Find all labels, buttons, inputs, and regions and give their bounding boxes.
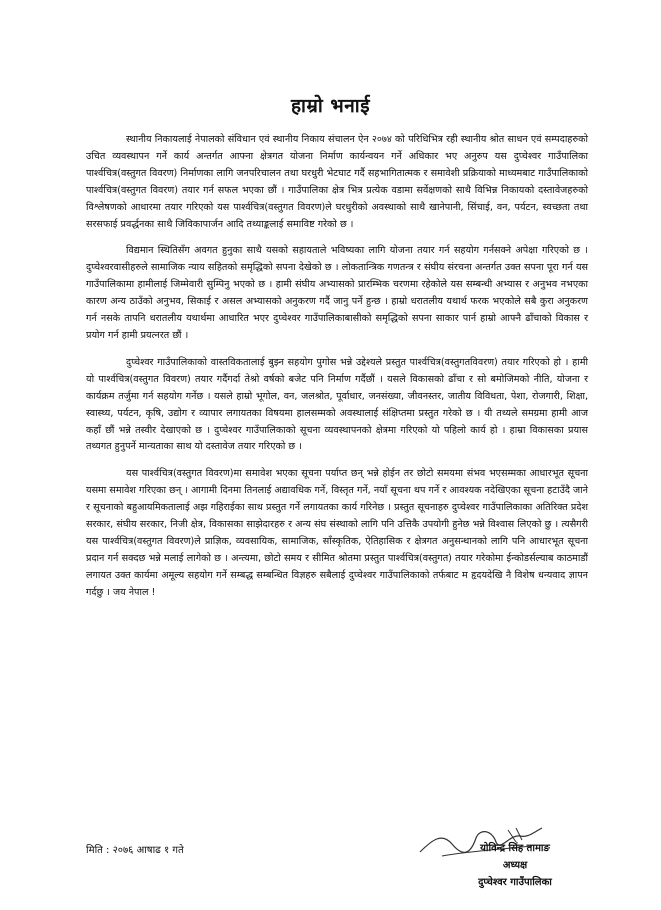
document-body [86,132,588,612]
document-date: मिति : २०७६ आषाढ १ गते [86,845,184,856]
paragraph-3: दुप्चेश्वर गाउँपालिकाको वास्तविकतालाई बुझ्न सहयोग पुगोस भन्ने उद्देश्यले प्रस्तुत पार्श्वचित्र(वस्तुगतविवरण) तयार गरिएको हो । हामी यो पार्श्वचित्र(वस्तुगत विवरण) तयार गर्दैगर्दा तेश्रो वर्षको बजेट पनि निर्माण गर्दैछौं । यसले विकासको ढाँचा र सो बमोजिमको नीति, योजना र कार्यक्रम तर्जुमा गर्न सहयोग गर्नेछ । यसले हाम्रो भूगोल, वन, जलश्रोत, पूर्वाधार, जनसंख्या, जीवनस्तर, जातीय विविधता, पेशा, रोजगारी, शिक्षा, स्वास्थ्य, पर्यटन, कृषि, उद्योग र व्यापार लगायतका विषयमा हालसम्मको अवस्थालाई संक्षिप्तमा प्रस्तुत गरेको छ । यी तथ्यले समग्रमा हामी आज कहाँ छौं भन्ने तस्वीर देखाएको छ । दुप्चेश्वर गाउँपालिकाको सूचना व्यवस्थापनको क्षेत्रमा गरिएको यो पहिलो कार्य हो । हाम्रा विकासका प्रयास तथ्यगत हुनुपर्ने मान्यताका साथ यो दस्तावेज तयार गरिएको छ । [86,356,588,453]
signer-office: दुप्चेश्वर गाउँपालिका [478,877,552,888]
paragraph-4: यस पार्श्वचित्र(वस्तुगत विवरण)मा समावेश भएका सूचना पर्याप्त छन् भन्ने होईन तर छोटो समयमा संभव भएसम्मका आधारभूत सूचना यसमा समावेश गरिएका छन् । आगामी दिनमा तिनलाई अद्यावधिक गर्ने, विस्तृत गर्ने, नयाँ सूचना थप गर्ने र आवश्यक नदेखिएका सूचना हटाउँदै जाने र सूचनाको बहुआयमिकतालाई अझ गहिराईका साथ प्रस्तुत गर्ने लगायतका कार्य गरिनेछ । प्रस्तुत सूचनाहरु दुप्चेश्वर गाउँपालिकाका अतिरिक्त प्रदेश सरकार, संघीय सरकार, निजी क्षेत्र, विकासका साझेदारहरु र अन्य संघ संस्थाको लागि पनि उत्तिकै उपयोगी हुनेछ भन्ने विश्वास लिएको छु । त्यसैगरी यस पार्श्वचित्र(वस्तुगत विवरण)ले प्राज्ञिक, व्यवसायिक, सामाजिक, साँस्कृतिक, ऐतिहासिक र क्षेत्रगत अनुसन्धानको लागि पनि आधारभूत सूचना प्रदान गर्न सक्दछ भन्ने मलाई लागेको छ । अन्त्यमा, छोटो समय र सीमित श्रोतमा प्रस्तुत पार्श्वचित्र(वस्तुगत) तयार गरेकोमा ईन्कोडर्सल्याब काठमाडौं लगायत उक्त कार्यमा अमूल्य सहयोग गर्ने सम्बद्ध सम्बन्धित विज्ञहरु सबैलाई दुप्चेश्वर गाउँपालिकाको तर्फबाट म हृदयदेखि नै विशेष धन्यवाद ज्ञापन गर्दछु । जय नेपाल ! [86,468,588,598]
paragraph-1: स्थानीय निकायलाई नेपालको संविधान एवं स्थानीय निकाय संचालन ऐन २०७४ को परिधिभित्र रही स्थानीय श्रोत साधन एवं सम्पदाहरुको उचित व्यवस्थापन गर्ने कार्य अन्तर्गत आफ्ना क्षेत्रगत योजना निर्माण कार्यन्वयन गर्ने अधिकार भए अनुरुप यस दुप्चेश्वर गाउँपालिका पार्श्वचित्र(वस्तुगत विवरण) निर्माणका लागि जनपरिचालन तथा घरधुरी भेटघाट गर्दै सहभागितात्मक र समावेशी प्रक्रियाको माध्यमबाट गाउँपालिकाको पार्श्वचित्र(वस्तुगत विवरण) तयार गर्न सफल भएका छौं । गाउँपालिका क्षेत्र भित्र प्रत्येक वडामा सर्वेक्षणको साथै विभिन्न निकायको दस्तावेजहरुको विश्लेषणको आधारमा तयार गरिएको यस पार्श्वचित्र(वस्तुगत विवरण)ले घरधुरीको अवस्थाको साथै खानेपानी, सिंचाई, वन, पर्यटन, स्वच्छता तथा सरसफाई प्रवर्द्धनका साथै जिविकापार्जन आदि तथ्याङ्कलाई समाविष्ट गरेको छ । [86,134,588,230]
signer-position: अध्यक्ष [502,860,528,871]
paragraph-2: विद्यमान स्थितिसँग अवगत हुनुका साथै यसको सहायताले भविष्यका लागि योजना तयार गर्न सहयोग गर्नसक्ने अपेक्षा गरिएको छ । दुप्चेश्वरवासीहरुले सामाजिक न्याय सहितको समृद्धिको सपना देखेको छ । लोकतान्त्रिक गणतन्त्र र संघीय संरचना अन्तर्गत उक्त सपना पूरा गर्न यस गाउँपालिकामा हामीलाई जिम्मेवारी सुम्पिनु भएको छ । हामी संघीय अभ्यासको प्रारम्भिक चरणमा रहेकोले यस सम्बन्धी अभ्यास र अनुभव नभएका कारण अन्य ठाउँको अनुभव, सिकाई र असल अभ्यासको अनुकरण गर्दै जानु पर्ने हुन्छ । हाम्रो धरातलीय यथार्थ फरक भएकोले सबै कुरा अनुकरण गर्न नसके तापनि धरातलीय यथार्थमा आधारित भएर दुप्चेश्वर गाउँपालिकाबासीको समृद्धिको सपना साकार पार्न हाम्रो आफ्नै ढाँचाको विकास र प्रयोग गर्न हामी प्रयत्नरत छौं । [86,245,588,341]
document-title: हाम्रो भनाई [290,95,371,117]
signature-block [430,840,600,891]
signer-name: योविन्द्र सिंह तामाङ [480,843,550,854]
